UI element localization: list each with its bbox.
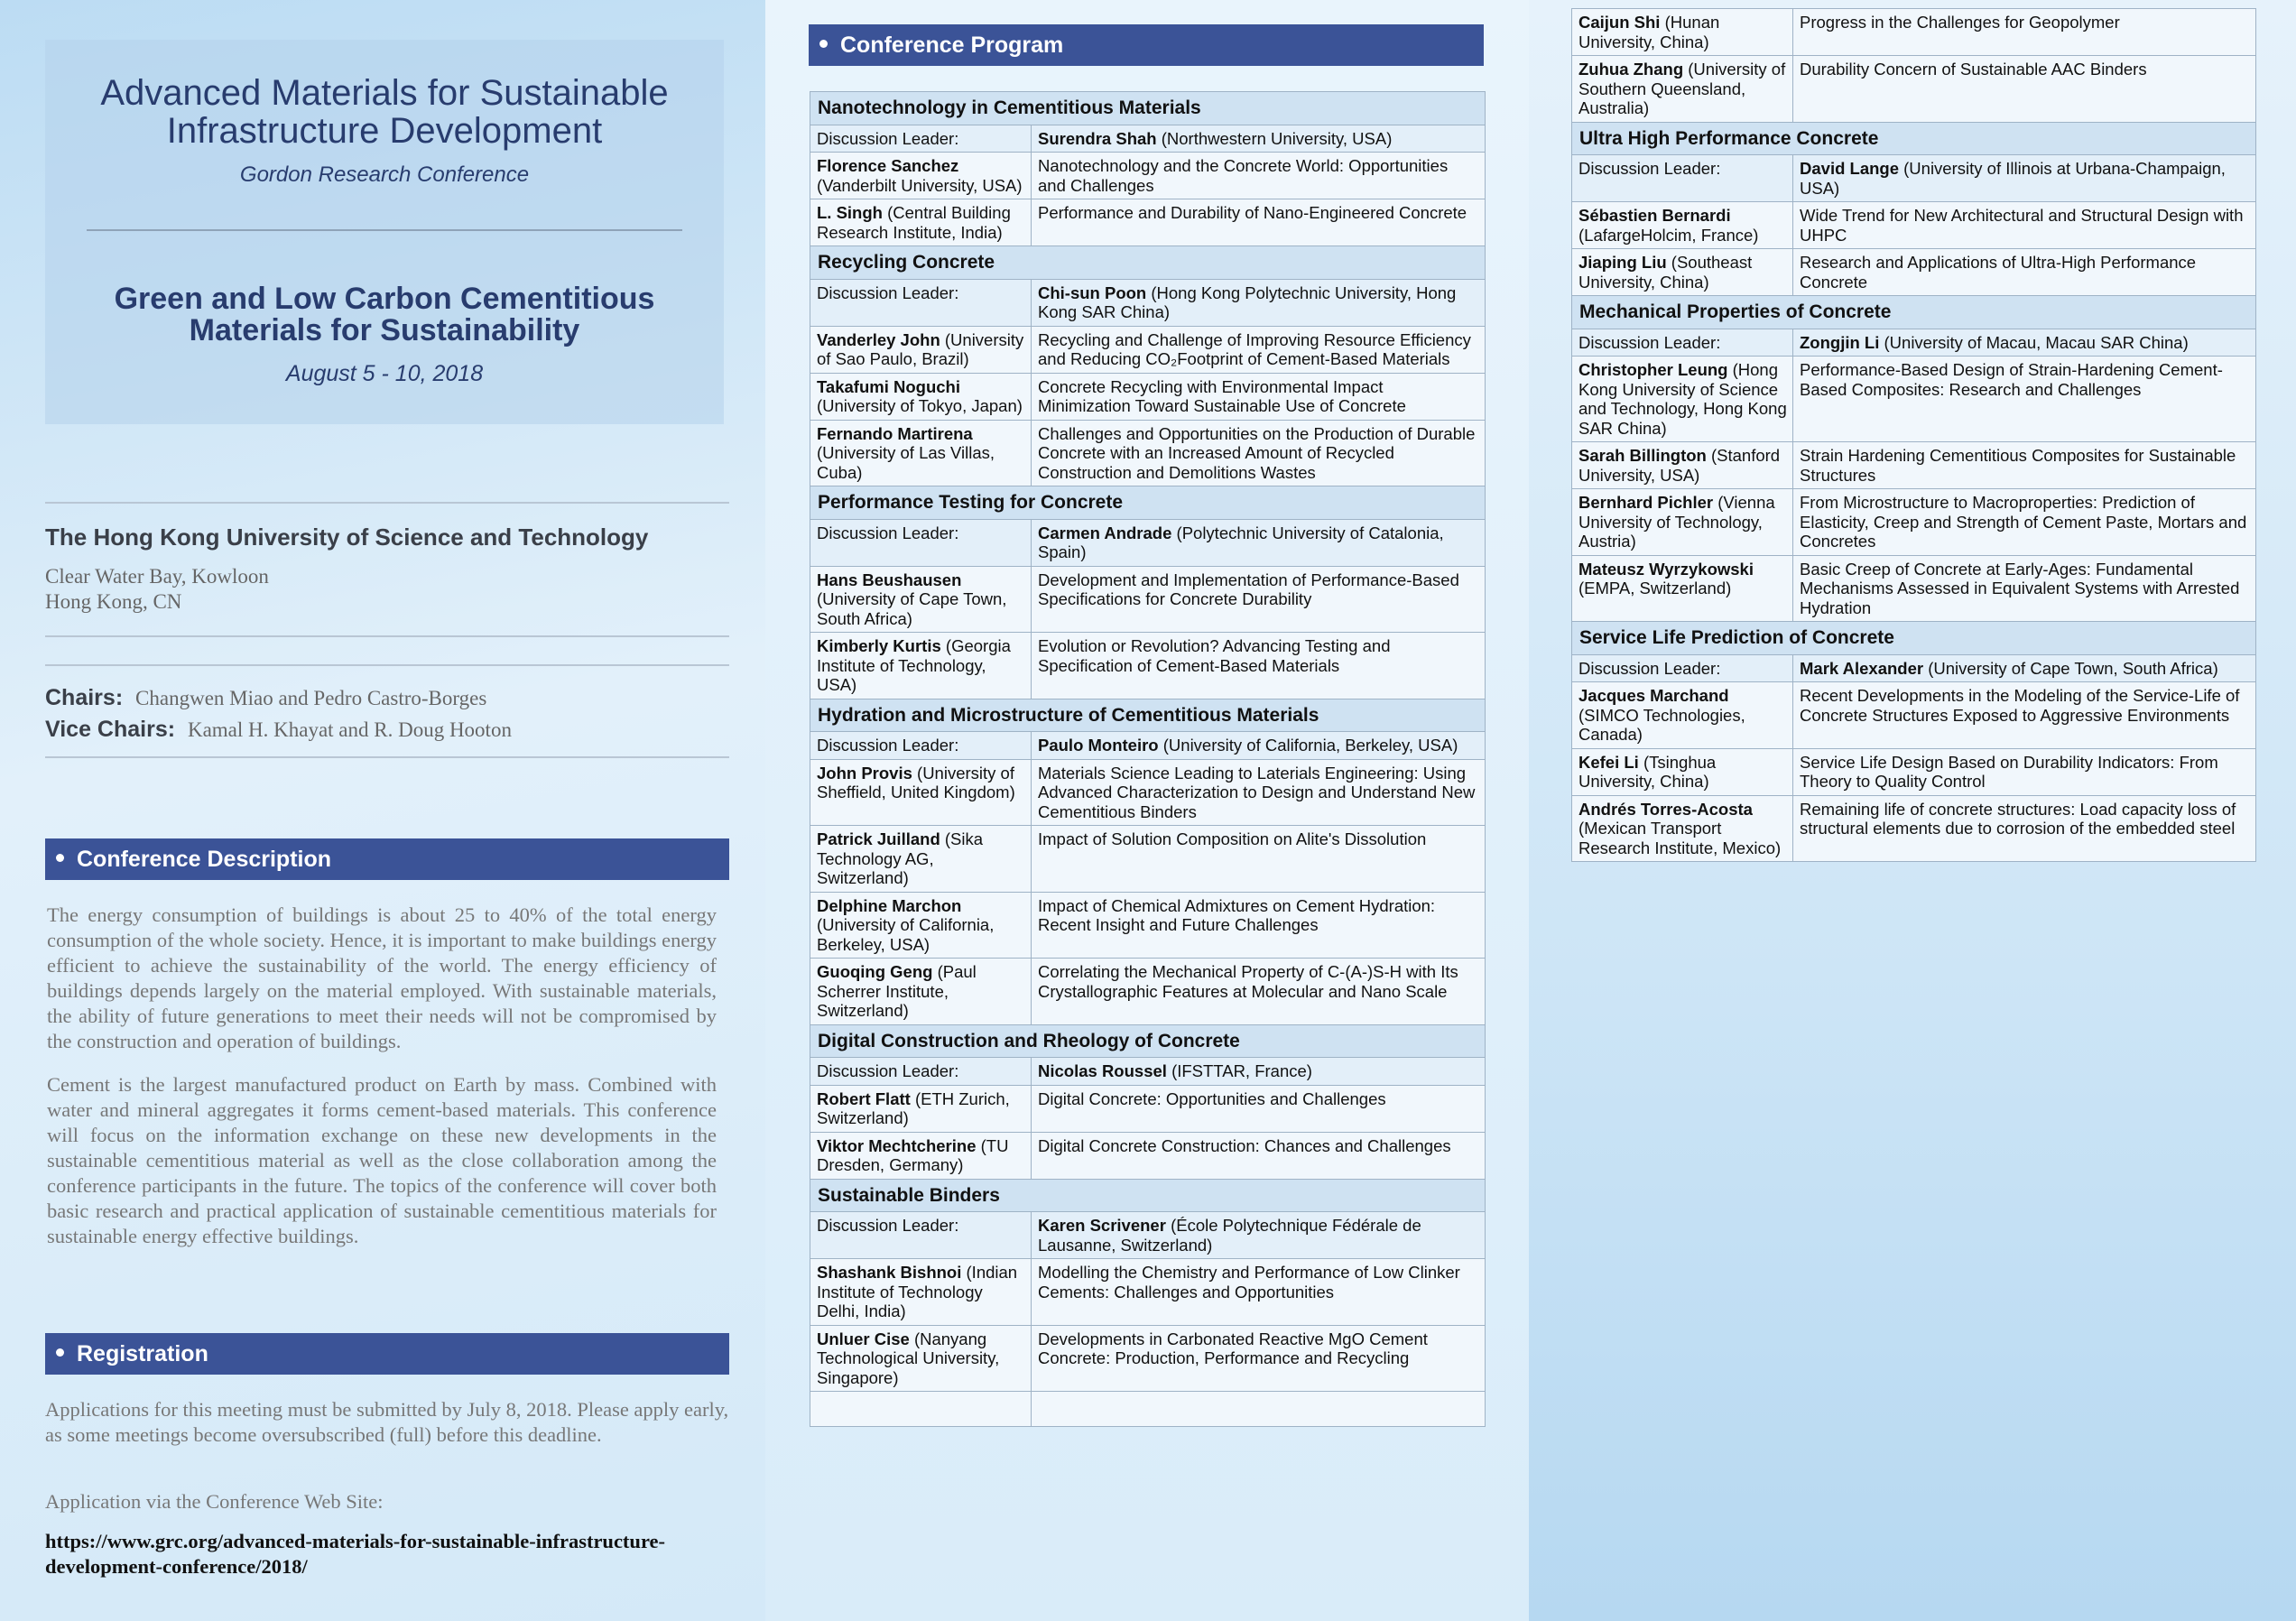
speaker-cell [810, 1392, 1032, 1427]
bullet-icon [56, 1348, 64, 1357]
program-table [810, 91, 1486, 1427]
discussion-leader-cell [1032, 732, 1486, 760]
address-line: Hong Kong, CN [45, 590, 182, 613]
talk-topic: Remaining life of concrete structures: Load capacity loss of structural elements due to corrosion of the embedded steel [1793, 795, 2256, 862]
speaker-affiliation: (Stanford University, USA) [1578, 446, 1781, 485]
discussion-leader-name: Nicolas Roussel [1038, 1061, 1167, 1080]
speaker-name: Christopher Leung [1578, 360, 1728, 379]
description-heading-bar [45, 838, 729, 880]
talk-row [1572, 748, 2256, 795]
talk-row [810, 1085, 1486, 1132]
vice-chairs-label: Vice Chairs [45, 717, 168, 742]
speaker-cell [810, 373, 1032, 420]
session-title: Nanotechnology in Cementitious Materials [810, 92, 1486, 125]
discussion-leader-affiliation: (University of Illinois at Urbana-Champaign, USA) [1800, 159, 2226, 198]
speaker-name: Zuhua Zhang [1578, 60, 1684, 79]
speaker-affiliation: (ETH Zurich, Switzerland) [817, 1088, 1010, 1127]
speaker-name: Kimberly Kurtis [817, 636, 941, 655]
speaker-name: Caijun Shi [1578, 13, 1661, 32]
session-header-row [810, 246, 1486, 280]
speaker-affiliation: (Indian Institute of Technology Delhi, India) [817, 1263, 1018, 1320]
speaker-name: Jacques Marchand [1578, 686, 1729, 705]
session-title: Ultra High Performance Concrete [1572, 122, 2256, 155]
talk-topic: Strain Hardening Cementitious Composites for Sustainable Structures [1793, 442, 2256, 489]
speaker-name: Takafumi Noguchi [817, 376, 960, 396]
venue-institution: The Hong Kong University of Science and Technology [45, 523, 649, 551]
talk-row [1572, 682, 2256, 749]
talk-row [810, 759, 1486, 826]
speaker-affiliation: (University of Tokyo, Japan) [817, 396, 1023, 415]
speaker-name: Andrés Torres-Acosta [1578, 799, 1753, 819]
talk-topic: Basic Creep of Concrete at Early-Ages: Fundamental Mechanisms Assessed in Equivalent Systems with Arrested Hydration [1793, 555, 2256, 622]
talk-row [1572, 56, 2256, 123]
speaker-cell [1572, 249, 1793, 296]
discussion-leader-cell [1793, 329, 2256, 357]
talk-topic: Recycling and Challenge of Improving Resource Efficiency and Reducing CO₂Footprint of Cement-Based Materials [1032, 326, 1486, 373]
speaker-affiliation: (Mexican Transport Research Institute, Mexico) [1578, 819, 1782, 857]
speaker-name: Guoqing Geng [817, 962, 933, 981]
conference-subtitle: Gordon Research Conference [239, 162, 530, 187]
talk-topic: Performance-Based Design of Strain-Hardening Cement-Based Composites: Research and Challenges [1793, 357, 2256, 442]
registration-link[interactable]: https://www.grc.org/advanced-materials-for-sustainable-infrastructure-development-conference/2018/ [45, 1530, 665, 1578]
title-divider [87, 229, 682, 231]
talk-row [810, 153, 1486, 199]
speaker-cell [1572, 202, 1793, 249]
divider [45, 502, 729, 504]
talk-topic: Impact of Solution Composition on Alite's Dissolution [1032, 826, 1486, 893]
speaker-cell [1572, 357, 1793, 442]
discussion-leader-affiliation: (Hong Kong Polytechnic University, Hong Kong SAR China) [1038, 283, 1457, 321]
speaker-affiliation: (Hunan University, China) [1578, 13, 1720, 51]
speaker-cell [1572, 795, 1793, 862]
program-heading: Conference Program [840, 32, 1064, 58]
discussion-leader-label: Discussion Leader: [810, 732, 1032, 760]
program-heading-bar [809, 24, 1484, 66]
talk-topic: Digital Concrete: Opportunities and Challenges [1032, 1085, 1486, 1132]
talk-row [810, 892, 1486, 959]
session-header-row [1572, 296, 2256, 329]
talk-row [810, 326, 1486, 373]
speaker-cell [1572, 442, 1793, 489]
discussion-leader-row [1572, 329, 2256, 357]
bullet-icon [819, 40, 828, 48]
discussion-leader-name: Mark Alexander [1800, 658, 1924, 678]
program-table [1571, 8, 2256, 862]
middle-panel [765, 0, 1529, 1621]
speaker-name: Patrick Juilland [817, 829, 940, 848]
discussion-leader-cell [1793, 654, 2256, 682]
speaker-affiliation: (Vienna University of Technology, Austria) [1578, 493, 1775, 551]
talk-row [1572, 9, 2256, 56]
talk-topic: Challenges and Opportunities on the Production of Durable Concrete with an Increased Amount of Recycled Construction and Demolitions Wastes [1032, 420, 1486, 486]
talk-row [810, 1259, 1486, 1326]
discussion-leader-label: Discussion Leader: [810, 1212, 1032, 1259]
speaker-cell [810, 1325, 1032, 1392]
discussion-leader-name: Surendra Shah [1038, 128, 1157, 148]
speaker-cell [810, 1132, 1032, 1179]
speaker-name: Fernando Martirena [817, 423, 973, 443]
discussion-leader-label: Discussion Leader: [1572, 654, 1793, 682]
discussion-leader-label: Discussion Leader: [810, 279, 1032, 326]
speaker-cell [810, 892, 1032, 959]
discussion-leader-name: David Lange [1800, 159, 1899, 178]
registration-paragraph: Applications for this meeting must be submitted by July 8, 2018. Please apply early, as some meetings become oversubscribed (full) before this deadline. [45, 1398, 729, 1446]
speaker-affiliation: (University of Sheffield, United Kingdom) [817, 763, 1015, 801]
session-header-row [810, 699, 1486, 732]
speaker-cell [810, 633, 1032, 699]
talk-topic: Progress in the Challenges for Geopolymer [1793, 9, 2256, 56]
speaker-name: Shashank Bishnoi [817, 1263, 962, 1282]
speaker-affiliation: (University of Las Villas, Cuba) [817, 443, 995, 482]
speaker-cell [810, 326, 1032, 373]
venue-address [45, 564, 731, 615]
discussion-leader-cell [1032, 1058, 1486, 1086]
speaker-cell [1572, 56, 1793, 123]
talk-row [1572, 442, 2256, 489]
session-header-row [810, 1179, 1486, 1212]
talk-row [810, 566, 1486, 633]
session-date: August 5 - 10, 2018 [285, 361, 484, 386]
speaker-name: Jiaping Liu [1578, 253, 1667, 272]
left-panel [0, 0, 765, 1621]
talk-row [1572, 249, 2256, 296]
chairs-block: Chairs: Changwen Miao and Pedro Castro-Borges Vice Chairs: Kamal H. Khayat and R. Doug Hooton [45, 685, 512, 742]
speaker-name: Delphine Marchon [817, 895, 962, 915]
speaker-affiliation: (University of Sao Paulo, Brazil) [817, 329, 1024, 368]
speaker-cell [1572, 748, 1793, 795]
speaker-affiliation: (EMPA, Switzerland) [1578, 579, 1732, 597]
talk-topic: Digital Concrete Construction: Chances and Challenges [1032, 1132, 1486, 1179]
speaker-affiliation: (Southeast University, China) [1578, 253, 1753, 292]
discussion-leader-label: Discussion Leader: [1572, 329, 1793, 357]
bullet-icon [56, 854, 64, 862]
talk-row [810, 959, 1486, 1025]
speaker-name: Kefei Li [1578, 752, 1639, 772]
session-title: Hydration and Microstructure of Cementitious Materials [810, 699, 1486, 732]
session-header-row [1572, 622, 2256, 655]
discussion-leader-row [1572, 654, 2256, 682]
speaker-affiliation: (University of Southern Queensland, Australia) [1578, 60, 1786, 117]
speaker-affiliation: (Tsinghua University, China) [1578, 752, 1717, 791]
speaker-name: Vanderley John [817, 329, 940, 349]
title-box [45, 40, 724, 424]
session-title: Service Life Prediction of Concrete [1572, 622, 2256, 655]
talk-row [1572, 489, 2256, 556]
right-panel [1529, 0, 2296, 1621]
speaker-name: Sarah Billington [1578, 446, 1707, 465]
registration-heading-bar [45, 1333, 729, 1375]
session-title: Recycling Concrete [810, 246, 1486, 280]
chairs-label: Chairs [45, 685, 116, 710]
discussion-leader-cell [1793, 155, 2256, 202]
talk-topic: Materials Science Leading to Laterials Engineering: Using Advanced Characterization to Design and Understand New Cementitious Binders [1032, 759, 1486, 826]
discussion-leader-affiliation: (Polytechnic University of Catalonia, Spain) [1038, 523, 1444, 561]
session-header-row [1572, 122, 2256, 155]
discussion-leader-label: Discussion Leader: [810, 1058, 1032, 1086]
discussion-leader-row [810, 1212, 1486, 1259]
speaker-affiliation: (Sika Technology AG, Switzerland) [817, 829, 984, 887]
talk-topic: Impact of Chemical Admixtures on Cement Hydration: Recent Insight and Future Challenges [1032, 892, 1486, 959]
venue [45, 523, 731, 615]
speaker-cell [1572, 555, 1793, 622]
discussion-leader-cell [1032, 279, 1486, 326]
speaker-name: Bernhard Pichler [1578, 493, 1714, 512]
discussion-leader-cell [1032, 1212, 1486, 1259]
talk-topic: Performance and Durability of Nano-Engineered Concrete [1032, 199, 1486, 246]
discussion-leader-row [810, 1058, 1486, 1086]
speaker-cell [1572, 9, 1793, 56]
description-paragraph: Cement is the largest manufactured product on Earth by mass. Combined with water and mineral aggregates it forms cement-based materials. This conference will focus on the information exchange on these new developments in the sustainable cementitious material as well as the close collaboration among the conference participants in the future. The topics of the conference will cover both basic research and practical application of sustainable cementitious materials for sustainable energy effective buildings. [47, 1073, 717, 1247]
session-title: Performance Testing for Concrete [810, 486, 1486, 520]
speaker-cell [810, 199, 1032, 246]
discussion-leader-cell [1032, 519, 1486, 566]
talk-row [1572, 555, 2256, 622]
discussion-leader-row [1572, 155, 2256, 202]
speaker-cell [810, 566, 1032, 633]
divider [45, 664, 729, 666]
talk-topic [1032, 1392, 1486, 1427]
discussion-leader-row [810, 519, 1486, 566]
talk-row [1572, 357, 2256, 442]
session-title: Green and Low Carbon Cementitious Materials for Sustainability [114, 282, 655, 347]
speaker-name: Florence Sanchez [817, 156, 959, 175]
discussion-leader-affiliation: (University of Macau, Macau SAR China) [1884, 332, 2189, 352]
discussion-leader-row [810, 279, 1486, 326]
session-title: Digital Construction and Rheology of Concrete [810, 1024, 1486, 1058]
speaker-cell [810, 959, 1032, 1025]
session-title: Sustainable Binders [810, 1179, 1486, 1212]
discussion-leader-name: Chi-sun Poon [1038, 283, 1147, 302]
speaker-name: John Provis [817, 763, 912, 783]
speaker-cell [810, 826, 1032, 893]
talk-topic: Modelling the Chemistry and Performance of Low Clinker Cements: Challenges and Opportunities [1032, 1259, 1486, 1326]
session-header-row [810, 92, 1486, 125]
session-title: Mechanical Properties of Concrete [1572, 296, 2256, 329]
discussion-leader-name: Karen Scrivener [1038, 1216, 1166, 1235]
talk-row [1572, 795, 2256, 862]
discussion-leader-label: Discussion Leader: [810, 519, 1032, 566]
speaker-name: Robert Flatt [817, 1088, 911, 1108]
address-line: Clear Water Bay, Kowloon [45, 565, 269, 588]
talk-row [810, 633, 1486, 699]
talk-row [810, 420, 1486, 486]
discussion-leader-affiliation: (IFSTTAR, France) [1171, 1061, 1312, 1080]
talk-row [810, 826, 1486, 893]
talk-row [810, 1132, 1486, 1179]
speaker-cell [1572, 489, 1793, 556]
speaker-affiliation: (University of Cape Town, South Africa) [817, 589, 1007, 628]
conference-title: Advanced Materials for Sustainable Infrastructure Development [100, 73, 669, 151]
talk-topic: Wide Trend for New Architectural and Structural Design with UHPC [1793, 202, 2256, 249]
talk-topic: From Microstructure to Macroproperties: Prediction of Elasticity, Creep and Strength of Cement Paste, Mortars and Concretes [1793, 489, 2256, 556]
talk-row [810, 373, 1486, 420]
speaker-name: Sébastien Bernardi [1578, 206, 1731, 225]
talk-topic: Durability Concern of Sustainable AAC Binders [1793, 56, 2256, 123]
divider [45, 756, 729, 758]
session-header-row [810, 1024, 1486, 1058]
talk-row [1572, 202, 2256, 249]
chairs-names: Changwen Miao and Pedro Castro-Borges [135, 687, 487, 709]
discussion-leader-row [810, 125, 1486, 153]
talk-topic: Recent Developments in the Modeling of the Service-Life of Concrete Structures Exposed to Aggressive Environments [1793, 682, 2256, 749]
talk-row [810, 199, 1486, 246]
talk-topic: Research and Applications of Ultra-High Performance Concrete [1793, 249, 2256, 296]
description-paragraph: The energy consumption of buildings is about 25 to 40% of the total energy consumption of the whole society. Hence, it is important to make buildings energy efficient to achieve the sustainability of the world. The energy efficiency of buildings depends largely on the material employed. With sustainable materials, the ability of future generations to meet their needs will not be compromised by the construction and operation of buildings. [47, 903, 717, 1052]
description-heading: Conference Description [77, 847, 332, 872]
vice-chairs-names: Kamal H. Khayat and R. Doug Hooton [187, 718, 512, 741]
speaker-affiliation: (Nanyang Technological University, Singapore) [817, 1329, 1000, 1387]
speaker-name: Mateusz Wyrzykowski [1578, 559, 1754, 579]
speaker-cell [810, 1085, 1032, 1132]
talk-topic: Concrete Recycling with Environmental Impact Minimization Toward Sustainable Use of Concrete [1032, 373, 1486, 420]
discussion-leader-row [810, 732, 1486, 760]
speaker-cell [1572, 682, 1793, 749]
speaker-affiliation: (Vanderbilt University, USA) [817, 175, 1023, 195]
talk-topic: Evolution or Revolution? Advancing Testing and Specification of Cement-Based Materials [1032, 633, 1486, 699]
talk-topic: Development and Implementation of Performance-Based Specifications for Concrete Durability [1032, 566, 1486, 633]
speaker-name: Viktor Mechtcherine [817, 1135, 977, 1155]
divider [45, 635, 729, 637]
discussion-leader-affiliation: (Northwestern University, USA) [1161, 128, 1393, 148]
speaker-affiliation: (University of California, Berkeley, USA) [817, 915, 995, 954]
registration-paragraph: Application via the Conference Web Site: [45, 1490, 384, 1513]
speaker-affiliation: (Central Building Research Institute, India) [817, 203, 1011, 242]
discussion-leader-affiliation: (École Polytechnique Fédérale de Lausanne, Switzerland) [1038, 1216, 1421, 1255]
discussion-leader-affiliation: (University of California, Berkeley, USA) [1162, 736, 1458, 755]
speaker-affiliation: (Paul Scherrer Institute, Switzerland) [817, 962, 977, 1020]
speaker-cell [810, 759, 1032, 826]
session-header-row [810, 486, 1486, 520]
registration-heading: Registration [77, 1341, 208, 1366]
discussion-leader-name: Zongjin Li [1800, 332, 1880, 352]
speaker-name: L. Singh [817, 203, 883, 222]
speaker-cell [810, 153, 1032, 199]
discussion-leader-affiliation: (University of Cape Town, South Africa) [1928, 658, 2218, 678]
speaker-name: Hans Beushausen [817, 570, 962, 589]
talk-row [810, 1392, 1486, 1427]
discussion-leader-name: Paulo Monteiro [1038, 736, 1159, 755]
discussion-leader-label: Discussion Leader: [1572, 155, 1793, 202]
talk-topic: Service Life Design Based on Durability Indicators: From Theory to Quality Control [1793, 748, 2256, 795]
talk-row [810, 1325, 1486, 1392]
talk-topic: Correlating the Mechanical Property of C-(A-)S-H with Its Crystallographic Features at Molecular and Nano Scale [1032, 959, 1486, 1025]
discussion-leader-cell [1032, 125, 1486, 153]
talk-topic: Nanotechnology and the Concrete World: Opportunities and Challenges [1032, 153, 1486, 199]
speaker-cell [810, 420, 1032, 486]
discussion-leader-label: Discussion Leader: [810, 125, 1032, 153]
speaker-affiliation: (Georgia Institute of Technology, USA) [817, 636, 1011, 694]
speaker-affiliation: (Hong Kong University of Science and Technology, Hong Kong SAR China) [1578, 360, 1787, 438]
speaker-affiliation: (TU Dresden, Germany) [817, 1135, 1009, 1174]
speaker-cell [810, 1259, 1032, 1326]
talk-topic: Developments in Carbonated Reactive MgO Cement Concrete: Production, Performance and Recycling [1032, 1325, 1486, 1392]
speaker-name: Unluer Cise [817, 1329, 910, 1348]
speaker-affiliation: (SIMCO Technologies, Canada) [1578, 705, 1745, 744]
speaker-affiliation: (LafargeHolcim, France) [1578, 225, 1759, 245]
discussion-leader-name: Carmen Andrade [1038, 523, 1172, 542]
